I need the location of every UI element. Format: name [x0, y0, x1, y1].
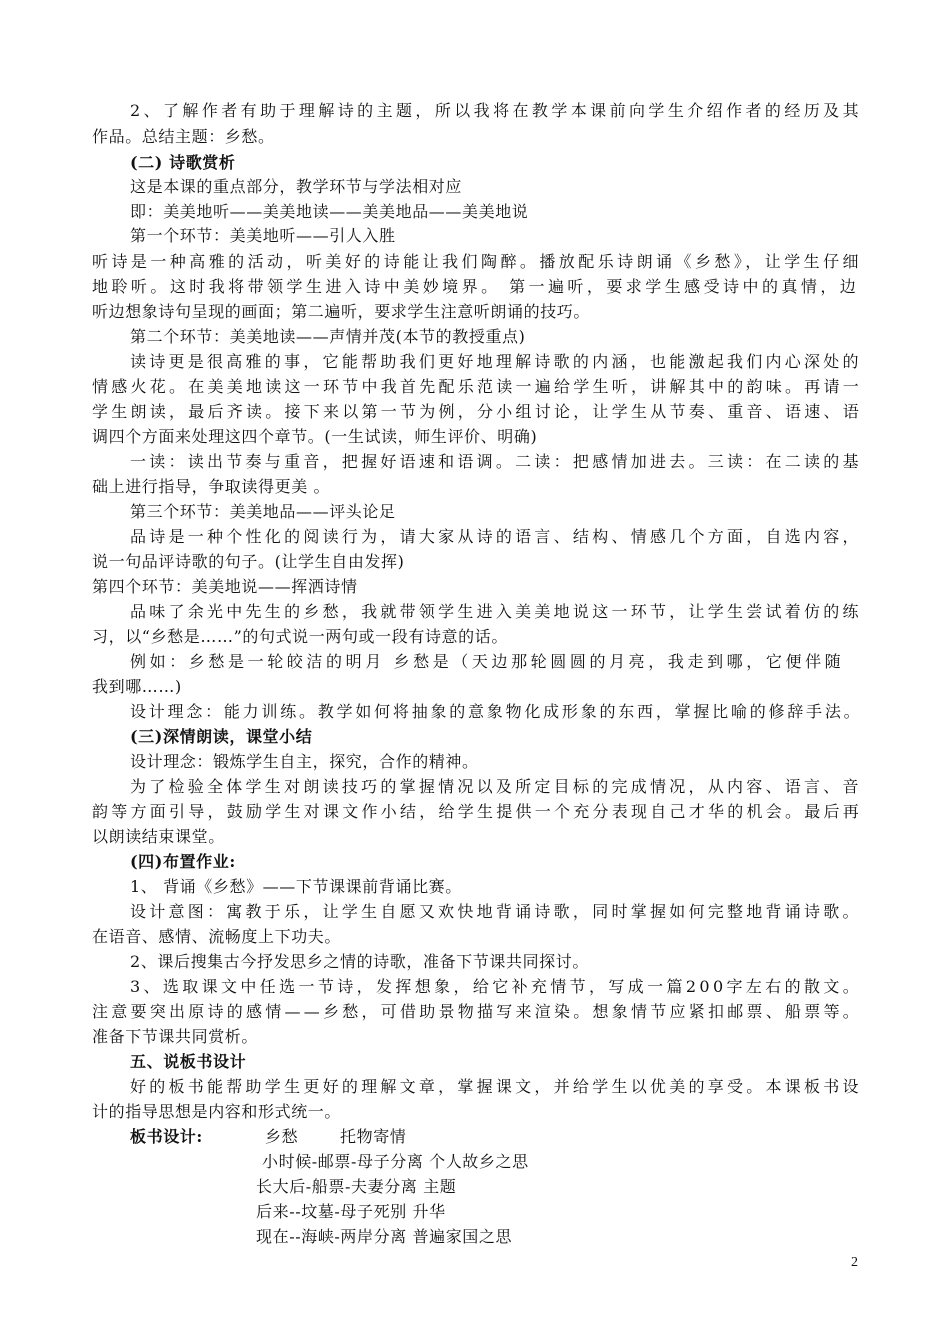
- text-line: 五、说板书设计: [130, 1052, 247, 1071]
- board-design-label: 板书设计:: [130, 1127, 203, 1146]
- text-line: 即：美美地听——美美地读——美美地品——美美地说: [130, 202, 529, 221]
- text-line: 听边想象诗句呈现的画面；第二遍听，要求学生注意听朗诵的技巧。: [92, 302, 591, 321]
- text-line: 注意要突出原诗的感情——乡愁，可借助景物描写来渲染。想象情节应紧扣邮票、船票等。: [92, 1002, 863, 1021]
- text-line: 一读：读出节奏与重音，把握好语速和语调。二读：把感情加进去。三读：在二读的基: [130, 452, 862, 471]
- board-row: 现在--海峡-两岸分离 普遍家国之思: [256, 1227, 513, 1246]
- page-number: 2: [851, 1255, 859, 1270]
- text-line: 2、了解作者有助于理解诗的主题，所以我将在教学本课前向学生介绍作者的经历及其: [130, 101, 862, 120]
- text-line: 品诗是一种个性化的阅读行为，请大家从诗的语言、结构、情感几个方面，自选内容，: [130, 527, 862, 546]
- board-subtitle: 托物寄情: [340, 1127, 407, 1146]
- text-line: 这是本课的重点部分，教学环节与学法相对应: [130, 177, 463, 196]
- board-title: 乡愁: [265, 1127, 299, 1146]
- text-line: (四)布置作业:: [130, 852, 236, 871]
- text-line: 第二个环节：美美地读——声情并茂(本节的教授重点): [130, 327, 526, 346]
- text-line: 3、选取课文中任选一节诗，发挥想象，给它补充情节，写成一篇200字左右的散文。: [130, 977, 863, 996]
- text-line: 品味了余光中先生的乡愁，我就带领学生进入美美地说这一环节，让学生尝试着仿的练: [130, 602, 862, 621]
- text-line: 习，以“乡愁是……”的句式说一两句或一段有诗意的话。: [92, 627, 508, 646]
- board-row: 后来--坟墓-母子死别 升华: [256, 1202, 446, 1221]
- text-line: 第一个环节：美美地听——引人入胜: [130, 226, 396, 245]
- text-line: 2、课后搜集古今抒发思乡之情的诗歌，准备下节课共同探讨。: [130, 952, 589, 971]
- text-line: 学生朗读，最后齐读。接下来以第一节为例，分小组讨论，让学生从节奏、重音、语速、语: [92, 402, 863, 421]
- text-line: 情感火花。在美美地读这一环节中我首先配乐范读一遍给学生听，讲解其中的韵味。再请一: [92, 377, 863, 396]
- text-line: (三)深情朗读，课堂小结: [130, 727, 313, 746]
- text-line: 计的指导思想是内容和形式统一。: [92, 1102, 342, 1121]
- text-line: 我到哪……): [92, 677, 182, 696]
- text-line: 例如：乡愁是一轮皎洁的明月 乡愁是（天边那轮圆圆的月亮，我走到哪，它便伴随: [130, 652, 845, 671]
- text-line: 第三个环节：美美地品——评头论足: [130, 502, 396, 521]
- text-line: 好的板书能帮助学生更好的理解文章，掌握课文，并给学生以优美的享受。本课板书设: [130, 1077, 862, 1096]
- text-line: 地聆听。这时我将带领学生进入诗中美妙境界。 第一遍听，要求学生感受诗中的真情，边: [92, 277, 860, 296]
- board-row: 小时候-邮票-母子分离 个人故乡之思: [262, 1152, 529, 1171]
- text-line: 韵等方面引导，鼓励学生对课文作小结，给学生提供一个充分表现自己才华的机会。最后再: [92, 802, 863, 821]
- text-line: 为了检验全体学生对朗读技巧的掌握情况以及所定目标的完成情况，从内容、语言、音: [130, 777, 862, 796]
- text-line: 听诗是一种高雅的活动，听美好的诗能让我们陶醉。播放配乐诗朗诵《乡愁》，让学生仔细: [92, 252, 863, 271]
- text-line: 第四个环节：美美地说——挥洒诗情: [92, 577, 358, 596]
- text-line: 础上进行指导，争取读得更美 。: [92, 477, 331, 496]
- text-line: 设计理念：锻炼学生自主，探究，合作的精神。: [130, 752, 479, 771]
- text-line: 说一句品评诗歌的句子。(让学生自由发挥): [92, 552, 405, 571]
- text-line: (二) 诗歌赏析: [130, 153, 236, 172]
- text-line: 在语音、感情、流畅度上下功夫。: [92, 927, 342, 946]
- text-line: 以朗读结束课堂。: [92, 827, 225, 846]
- text-line: 设计意图：寓教于乐，让学生自愿又欢快地背诵诗歌，同时掌握如何完整地背诵诗歌。: [130, 902, 862, 921]
- text-line: 1、 背诵《乡愁》——下节课课前背诵比赛。: [130, 877, 462, 896]
- board-row: 长大后-船票-夫妻分离 主题: [256, 1177, 457, 1196]
- text-line: 作品。总结主题：乡愁。: [92, 127, 275, 146]
- text-line: 设计理念：能力训练。教学如何将抽象的意象物化成形象的东西，掌握比喻的修辞手法。: [130, 702, 863, 721]
- text-line: 准备下节课共同赏析。: [92, 1027, 259, 1046]
- text-line: 读诗更是很高雅的事，它能帮助我们更好地理解诗歌的内涵，也能激起我们内心深处的: [130, 352, 862, 371]
- text-line: 调四个方面来处理这四个章节。(一生试读，师生评价、明确): [92, 427, 538, 446]
